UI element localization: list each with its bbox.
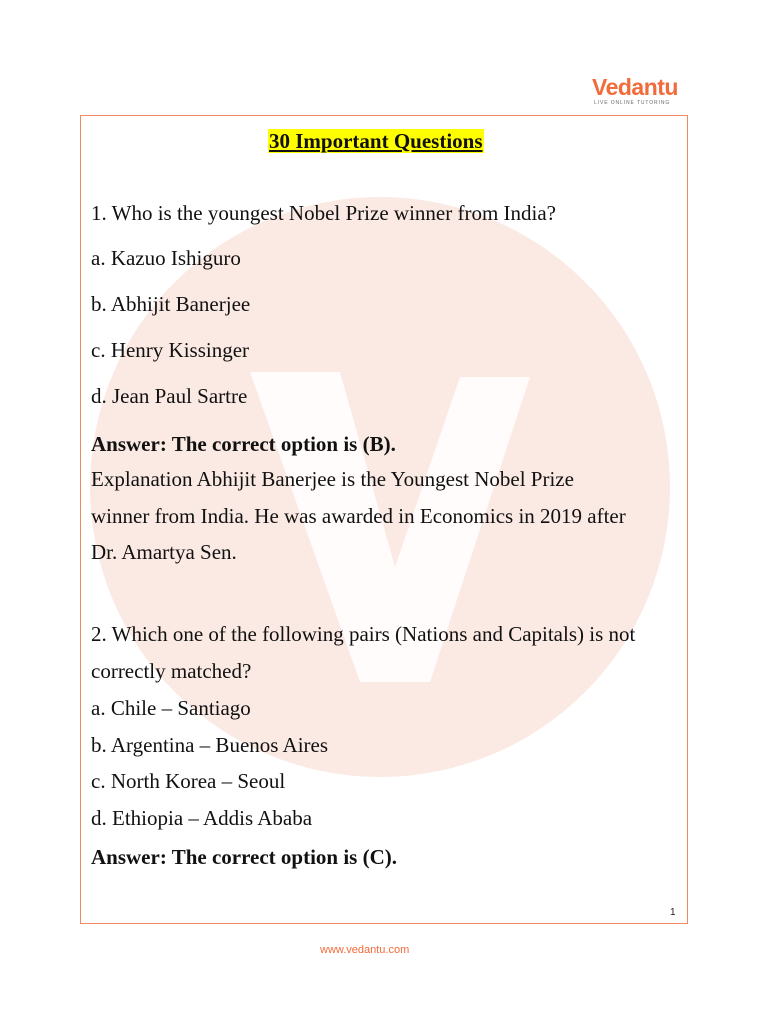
page-title: 30 Important Questions: [269, 129, 483, 153]
question-2-text-line-2: correctly matched?: [91, 659, 252, 683]
question-1-option-c: c. Henry Kissinger: [91, 338, 250, 362]
question-2-text-line-1: 2. Which one of the following pairs (Nations and Capitals) is not: [91, 622, 636, 646]
question-1-explanation-line-3: Dr. Amartya Sen.: [91, 540, 237, 564]
question-1-text: 1. Who is the youngest Nobel Prize winner from India?: [91, 201, 557, 225]
question-1-explanation-line-2: winner from India. He was awarded in Economics in 2019 after: [91, 504, 626, 528]
question-2-option-c: c. North Korea – Seoul: [91, 769, 286, 793]
question-1-option-b: b. Abhijit Banerjee: [91, 292, 251, 316]
question-2-option-b: b. Argentina – Buenos Aires: [91, 733, 329, 757]
question-2-option-d: d. Ethiopia – Addis Ababa: [91, 806, 313, 830]
question-1-explanation-line-1: Explanation Abhijit Banerjee is the Youngest Nobel Prize: [91, 467, 574, 491]
vedantu-logo: [592, 74, 684, 108]
logo-tagline: LIVE ONLINE TUTORING: [594, 100, 671, 106]
question-2-option-a: a. Chile – Santiago: [91, 696, 251, 720]
question-1-answer: Answer: The correct option is (B).: [91, 432, 396, 456]
question-2-answer: Answer: The correct option is (C).: [91, 845, 398, 869]
logo-wordmark: Vedantu: [592, 74, 678, 100]
footer-link[interactable]: www.vedantu.com: [320, 944, 410, 956]
question-1-option-a: a. Kazuo Ishiguro: [91, 246, 241, 270]
question-1-option-d: d. Jean Paul Sartre: [91, 384, 248, 408]
page-number: 1: [670, 907, 676, 918]
